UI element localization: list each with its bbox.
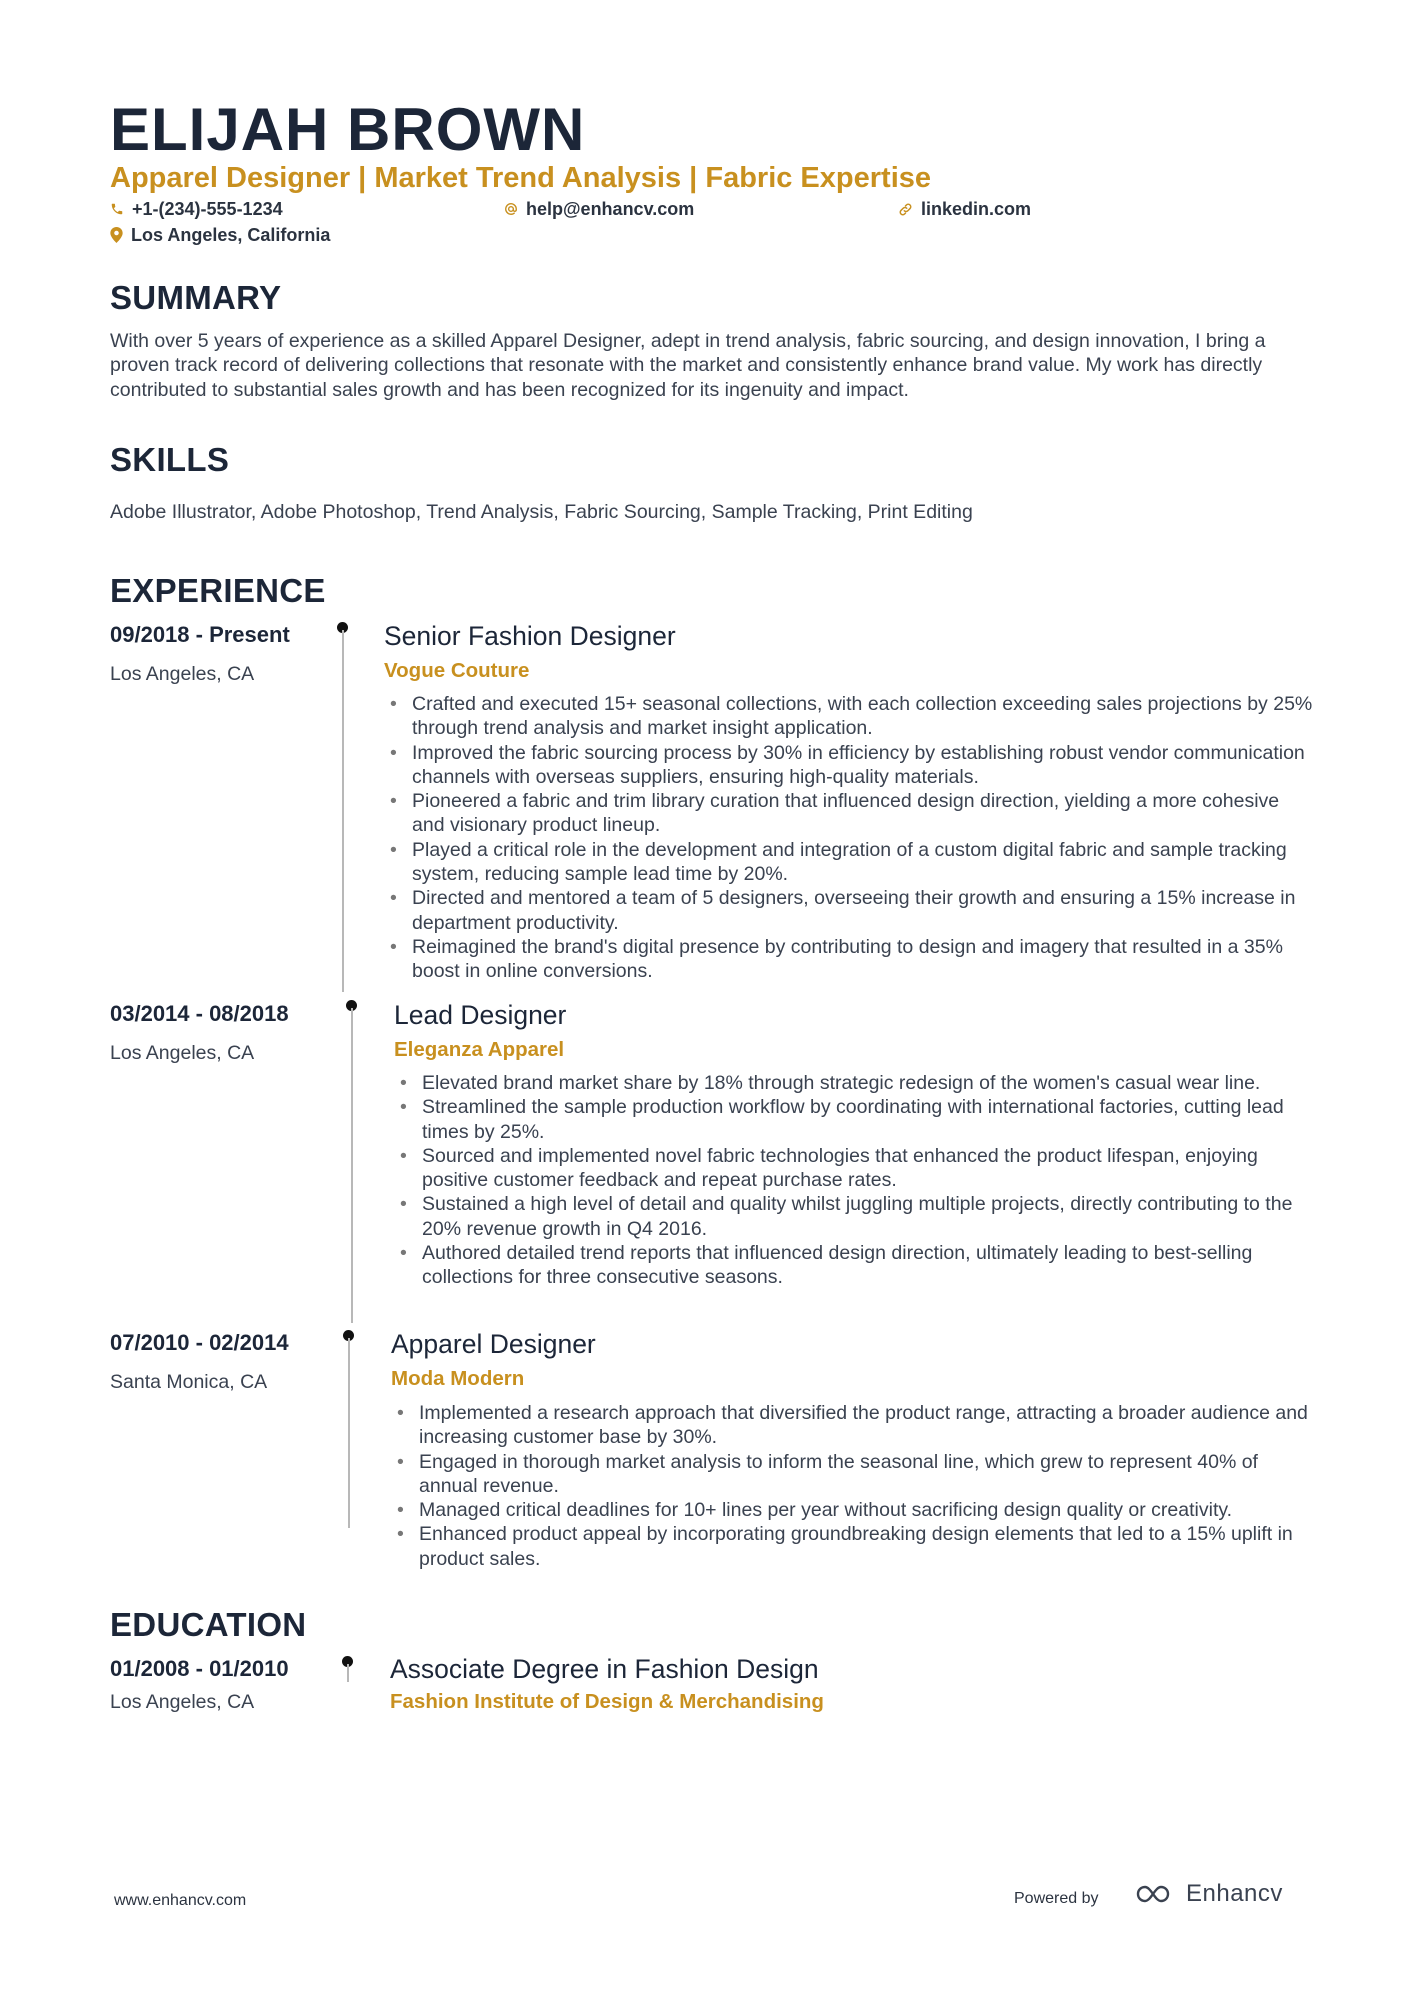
job-dates: 07/2010 - 02/2014 (110, 1330, 289, 1355)
job-location: Los Angeles, CA (110, 1042, 255, 1064)
candidate-name: ELIJAH BROWN (110, 96, 586, 163)
education-location: Los Angeles, CA (110, 1691, 255, 1713)
link-icon (898, 202, 913, 217)
list-item: • Streamlined the sample production workflow by coordinating with international factories, cutting lead times by 25%. (400, 1096, 1284, 1143)
contact-linkedin[interactable] (898, 197, 1031, 221)
at-sign-icon (504, 202, 518, 216)
footer-url[interactable]: www.enhancv.com (114, 1892, 247, 1909)
list-item: • Elevated brand market share by 18% through strategic redesign of the women's casual wear line. (400, 1072, 1261, 1094)
timeline-line (351, 1008, 353, 1323)
list-item: • Engaged in thorough market analysis to inform the seasonal line, which grew to represent 40% of annual revenue. (397, 1450, 1258, 1497)
education-dates: 01/2008 - 01/2010 (110, 1656, 289, 1681)
job-bullets (391, 1401, 1316, 1571)
list-item: • Implemented a research approach that diversified the product range, attracting a broader audience and increasing customer base by 30%. (397, 1402, 1308, 1449)
job-bullets (384, 692, 1314, 984)
timeline-line (348, 1338, 350, 1528)
list-item: • Crafted and executed 15+ seasonal collections, with each collection exceeding sales projections by 25% through trend analysis and market insight application. (390, 693, 1313, 740)
list-item: • Enhanced product appeal by incorporating groundbreaking design elements that led to a 15% uplift in product sales. (397, 1523, 1293, 1570)
enhancv-logo-icon (1134, 1882, 1178, 1906)
timeline-line (347, 1664, 349, 1682)
email-link[interactable]: help@enhancv.com (526, 199, 695, 219)
list-item: • Sustained a high level of detail and quality whilst juggling multiple projects, directly contributing to the 20% revenue growth in Q4 2016. (400, 1193, 1293, 1240)
degree-title: Associate Degree in Fashion Design (390, 1654, 819, 1684)
experience-heading: EXPERIENCE (110, 572, 326, 609)
company-name: Moda Modern (391, 1367, 525, 1390)
job-title: Senior Fashion Designer (384, 621, 676, 651)
linkedin-link[interactable]: linkedin.com (921, 199, 1032, 219)
powered-by-label: Powered by (1014, 1890, 1099, 1907)
map-pin-icon (110, 227, 123, 243)
list-item: • Sourced and implemented novel fabric technologies that enhanced the product lifespan, enjoying positive customer feedback and repeat purchase rates. (400, 1144, 1258, 1192)
job-dates: 03/2014 - 08/2018 (110, 1001, 289, 1026)
contact-email[interactable] (504, 197, 694, 221)
job-title: Lead Designer (394, 1000, 567, 1030)
job-bullets (394, 1071, 1314, 1290)
skills-heading: SKILLS (110, 441, 230, 478)
contact-location (110, 223, 330, 247)
job-dates: 09/2018 - Present (110, 622, 290, 647)
phone-icon (110, 202, 124, 216)
summary-heading: SUMMARY (110, 279, 282, 316)
list-item: • Managed critical deadlines for 10+ lines per year without sacrificing design quality or creativity. (397, 1499, 1233, 1522)
skills-text: Adobe Illustrator, Adobe Photoshop, Trend Analysis, Fabric Sourcing, Sample Tracking, Print Editing (110, 501, 973, 523)
summary-text: With over 5 years of experience as a skilled Apparel Designer, adept in trend analysis, fabric sourcing, and design innovation, I bring a proven track record of delivering collections that resonate with the market and consistently enhance brand value. My work has directly contributed to substantial sales growth and has been recognized for its ingenuity and impact. (110, 330, 1266, 401)
list-item: • Authored detailed trend reports that influenced design direction, ultimately leading to best-selling collections for three consecutive seasons. (400, 1242, 1253, 1289)
company-name: Eleganza Apparel (394, 1038, 565, 1061)
list-item: • Reimagined the brand's digital presence by contributing to design and imagery that resulted in a 35% boost in online conversions. (390, 935, 1283, 983)
list-item: • Improved the fabric sourcing process by 30% in efficiency by establishing robust vendor communication channels with overseas suppliers, ensuring high-quality materials. (390, 741, 1305, 788)
job-location: Santa Monica, CA (110, 1371, 268, 1393)
list-item: • Played a critical role in the development and integration of a custom digital fabric and sample tracking system, reducing sample lead time by 20%. (390, 838, 1287, 886)
brand-logo[interactable] (1134, 1880, 1283, 1908)
education-heading: EDUCATION (110, 1606, 307, 1643)
headline: Apparel Designer | Market Trend Analysis | Fabric Expertise (110, 162, 932, 194)
job-location: Los Angeles, CA (110, 663, 255, 685)
phone-text: +1-(234)-555-1234 (132, 199, 283, 219)
location-text: Los Angeles, California (131, 225, 331, 245)
list-item: • Directed and mentored a team of 5 designers, overseeing their growth and ensuring a 15% increase in department productivity. (390, 887, 1296, 934)
job-title: Apparel Designer (391, 1329, 596, 1359)
list-item: • Pioneered a fabric and trim library curation that influenced design direction, yielding a more cohesive and visionary product lineup. (390, 790, 1280, 837)
company-name: Vogue Couture (384, 659, 530, 682)
contact-phone (110, 197, 283, 221)
brand-name: Enhancv (1186, 1880, 1283, 1907)
timeline-line (342, 630, 344, 992)
school-name: Fashion Institute of Design & Merchandising (390, 1690, 824, 1713)
